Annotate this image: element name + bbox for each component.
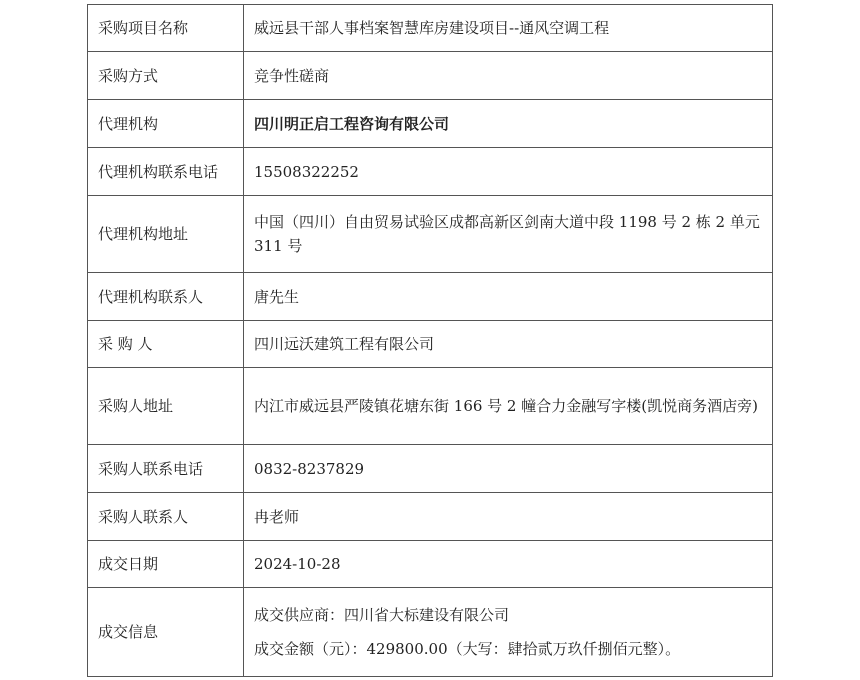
- row-label: 成交日期: [88, 541, 244, 588]
- project-name-value: 威远县干部人事档案智慧库房建设项目--通风空调工程: [244, 5, 773, 52]
- row-label: 成交信息: [88, 588, 244, 677]
- table-row: [88, 588, 773, 677]
- row-label: 代理机构联系人: [88, 273, 244, 321]
- procurement-info-table: [87, 4, 773, 677]
- purchaser-value: 四川远沃建筑工程有限公司: [244, 321, 773, 368]
- table-row: [88, 148, 773, 196]
- table-row: [88, 52, 773, 100]
- row-label: 代理机构联系电话: [88, 148, 244, 196]
- purchaser-contact-value: 冉老师: [244, 493, 773, 541]
- table-row: [88, 321, 773, 368]
- row-label: 采购人地址: [88, 368, 244, 445]
- table-row: [88, 196, 773, 273]
- deal-date-value: 2024-10-28: [244, 541, 773, 588]
- procurement-method-value: 竞争性磋商: [244, 52, 773, 100]
- table-row: [88, 273, 773, 321]
- row-label: 代理机构地址: [88, 196, 244, 273]
- deal-amount-value: 成交金额（元）：429800.00（大写：肆拾贰万玖仟捌佰元整）。: [254, 640, 681, 658]
- table-row: [88, 5, 773, 52]
- row-label: 采购项目名称: [88, 5, 244, 52]
- row-label: 采购人联系电话: [88, 445, 244, 493]
- purchaser-phone-value: 0832-8237829: [244, 445, 773, 493]
- table-row: [88, 368, 773, 445]
- agency-contact-value: 唐先生: [244, 273, 773, 321]
- deal-supplier-value: 成交供应商：四川省大标建设有限公司: [254, 606, 510, 624]
- agency-address-value: 中国（四川）自由贸易试验区成都高新区剑南大道中段 1198 号 2 栋 2 单元 311 号: [244, 196, 773, 273]
- table-row: [88, 493, 773, 541]
- agency-value: 四川明正启工程咨询有限公司: [244, 100, 773, 148]
- table-row: [88, 445, 773, 493]
- row-label: 采购人联系人: [88, 493, 244, 541]
- row-label: 代理机构: [88, 100, 244, 148]
- row-label: 采购方式: [88, 52, 244, 100]
- row-label: 采 购 人: [88, 321, 244, 368]
- table-row: [88, 100, 773, 148]
- table-row: [88, 541, 773, 588]
- deal-info-cell: [244, 588, 773, 677]
- purchaser-address-value: 内江市威远县严陵镇花塘东街 166 号 2 幢合力金融写字楼(凯悦商务酒店旁): [244, 368, 773, 445]
- agency-phone-value: 15508322252: [244, 148, 773, 196]
